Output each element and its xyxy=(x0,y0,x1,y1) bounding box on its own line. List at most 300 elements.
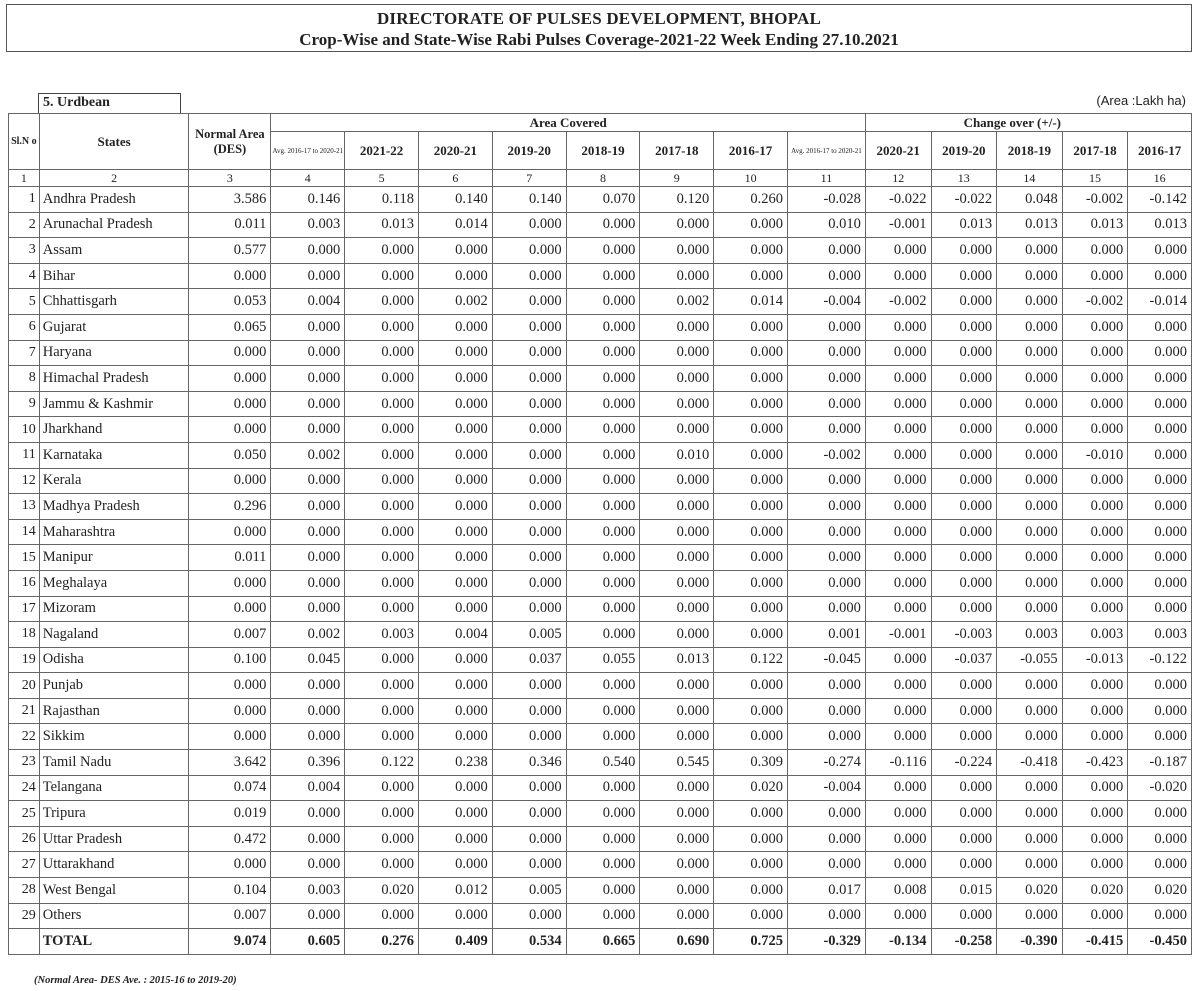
value-cell: 0.000 xyxy=(566,545,640,571)
value-cell: 0.000 xyxy=(271,366,345,392)
value-cell: 0.000 xyxy=(419,596,493,622)
value-cell: 0.000 xyxy=(865,570,931,596)
value-cell: 0.000 xyxy=(714,724,788,750)
value-cell: -0.004 xyxy=(787,289,865,315)
value-cell: 0.002 xyxy=(640,289,714,315)
value-cell: 0.000 xyxy=(931,775,997,801)
report-header xyxy=(6,4,1192,52)
value-cell: 0.000 xyxy=(865,263,931,289)
value-cell: 0.000 xyxy=(419,775,493,801)
crop-label: 5. Urdbean xyxy=(38,93,181,113)
value-cell: -0.001 xyxy=(865,212,931,238)
state-cell: Meghalaya xyxy=(39,570,189,596)
value-cell: 0.122 xyxy=(714,647,788,673)
value-cell: 0.000 xyxy=(640,238,714,264)
value-cell: 0.000 xyxy=(492,238,566,264)
value-cell: 0.000 xyxy=(714,366,788,392)
value-cell: 0.000 xyxy=(931,314,997,340)
column-number: 13 xyxy=(931,170,997,187)
value-cell: 0.000 xyxy=(566,519,640,545)
value-cell: -0.418 xyxy=(997,750,1063,776)
value-cell: 0.000 xyxy=(714,212,788,238)
value-cell: 0.000 xyxy=(640,468,714,494)
value-cell: -0.003 xyxy=(931,622,997,648)
value-cell: 0.000 xyxy=(640,724,714,750)
value-cell: 0.000 xyxy=(419,801,493,827)
value-cell: 0.000 xyxy=(640,519,714,545)
value-cell: 0.140 xyxy=(492,187,566,213)
value-cell: 0.000 xyxy=(1128,570,1192,596)
value-cell: 0.000 xyxy=(345,468,419,494)
value-cell: 0.013 xyxy=(931,212,997,238)
value-cell: 0.000 xyxy=(345,366,419,392)
column-number: 16 xyxy=(1128,170,1192,187)
slno-cell: 27 xyxy=(9,852,40,878)
value-cell: 0.000 xyxy=(931,417,997,443)
table-row xyxy=(9,212,1192,238)
value-cell: 0.000 xyxy=(787,673,865,699)
value-cell: 0.000 xyxy=(1062,366,1128,392)
value-cell: -0.001 xyxy=(865,622,931,648)
value-cell: 0.000 xyxy=(566,903,640,929)
value-cell: 0.020 xyxy=(997,878,1063,904)
value-cell: 0.000 xyxy=(566,775,640,801)
value-cell: 0.013 xyxy=(345,212,419,238)
state-cell: Karnataka xyxy=(39,442,189,468)
value-cell: 0.000 xyxy=(189,724,271,750)
value-cell: 0.000 xyxy=(345,494,419,520)
value-cell: 0.000 xyxy=(419,468,493,494)
state-cell: Jammu & Kashmir xyxy=(39,391,189,417)
value-cell: 0.577 xyxy=(189,238,271,264)
value-cell: 0.260 xyxy=(714,187,788,213)
slno-cell: 29 xyxy=(9,903,40,929)
value-cell: 0.000 xyxy=(787,263,865,289)
value-cell: 0.000 xyxy=(997,263,1063,289)
value-cell: 0.000 xyxy=(566,238,640,264)
value-cell: 0.534 xyxy=(492,929,566,955)
value-cell: 0.000 xyxy=(865,314,931,340)
state-cell: Nagaland xyxy=(39,622,189,648)
value-cell: 0.000 xyxy=(492,340,566,366)
slno-cell: 26 xyxy=(9,826,40,852)
value-cell: 0.000 xyxy=(492,442,566,468)
column-number: 2 xyxy=(39,170,189,187)
value-cell: 0.000 xyxy=(640,775,714,801)
value-cell: 0.000 xyxy=(345,417,419,443)
state-cell: Punjab xyxy=(39,673,189,699)
value-cell: 0.000 xyxy=(419,442,493,468)
state-cell: Odisha xyxy=(39,647,189,673)
value-cell: 0.000 xyxy=(566,442,640,468)
value-cell: 0.000 xyxy=(1128,340,1192,366)
value-cell: 0.002 xyxy=(419,289,493,315)
value-cell: 0.000 xyxy=(997,673,1063,699)
value-cell: 0.000 xyxy=(865,468,931,494)
table-row xyxy=(9,187,1192,213)
value-cell: 0.037 xyxy=(492,647,566,673)
value-cell: 0.000 xyxy=(189,596,271,622)
value-cell: 0.000 xyxy=(189,673,271,699)
value-cell: 0.000 xyxy=(1062,724,1128,750)
state-cell: West Bengal xyxy=(39,878,189,904)
value-cell: 0.020 xyxy=(1062,878,1128,904)
value-cell: 0.000 xyxy=(640,212,714,238)
state-cell: Jharkhand xyxy=(39,417,189,443)
change-over-group-header: Change over (+/-) xyxy=(865,114,1191,132)
value-cell: 0.000 xyxy=(640,698,714,724)
value-cell: 0.000 xyxy=(419,519,493,545)
value-cell: 0.000 xyxy=(714,596,788,622)
value-cell: 0.000 xyxy=(1062,494,1128,520)
value-cell: 0.140 xyxy=(419,187,493,213)
value-cell: 0.000 xyxy=(931,340,997,366)
value-cell: 0.000 xyxy=(714,391,788,417)
value-cell: 0.003 xyxy=(997,622,1063,648)
value-cell: 0.000 xyxy=(714,519,788,545)
value-cell: 0.000 xyxy=(271,852,345,878)
year-header: 2019-20 xyxy=(492,132,566,170)
value-cell: 0.000 xyxy=(997,442,1063,468)
value-cell: 0.000 xyxy=(566,314,640,340)
value-cell: 0.309 xyxy=(714,750,788,776)
slno-cell: 19 xyxy=(9,647,40,673)
value-cell: 0.000 xyxy=(566,826,640,852)
value-cell: 0.000 xyxy=(787,724,865,750)
year-header: 2016-17 xyxy=(714,132,788,170)
value-cell: 0.000 xyxy=(640,801,714,827)
table-row xyxy=(9,391,1192,417)
slno-cell: 21 xyxy=(9,698,40,724)
value-cell: 0.000 xyxy=(931,442,997,468)
slno-cell xyxy=(9,929,40,955)
value-cell: 0.000 xyxy=(271,468,345,494)
value-cell: 0.000 xyxy=(566,622,640,648)
area-covered-group-header: Area Covered xyxy=(271,114,866,132)
slno-cell: 13 xyxy=(9,494,40,520)
value-cell: 0.000 xyxy=(492,852,566,878)
value-cell: 0.005 xyxy=(492,878,566,904)
value-cell: 0.000 xyxy=(787,468,865,494)
value-cell: 0.104 xyxy=(189,878,271,904)
value-cell: 0.000 xyxy=(345,852,419,878)
value-cell: 0.000 xyxy=(419,263,493,289)
slno-cell: 17 xyxy=(9,596,40,622)
value-cell: 0.000 xyxy=(787,545,865,571)
value-cell: 0.000 xyxy=(787,570,865,596)
value-cell: 0.000 xyxy=(419,570,493,596)
state-cell: Gujarat xyxy=(39,314,189,340)
value-cell: 0.000 xyxy=(1062,391,1128,417)
value-cell: 0.000 xyxy=(1128,494,1192,520)
value-cell: -0.224 xyxy=(931,750,997,776)
value-cell: 0.000 xyxy=(640,340,714,366)
value-cell: 0.000 xyxy=(345,238,419,264)
value-cell: 0.000 xyxy=(787,852,865,878)
value-cell: 0.013 xyxy=(640,647,714,673)
value-cell: 0.000 xyxy=(714,622,788,648)
value-cell: 0.000 xyxy=(787,596,865,622)
value-cell: 0.000 xyxy=(931,391,997,417)
slno-cell: 9 xyxy=(9,391,40,417)
value-cell: 0.000 xyxy=(1062,545,1128,571)
value-cell: 0.000 xyxy=(931,263,997,289)
value-cell: 0.000 xyxy=(492,698,566,724)
value-cell: 0.000 xyxy=(271,263,345,289)
value-cell: 0.000 xyxy=(419,647,493,673)
table-row xyxy=(9,340,1192,366)
value-cell: 0.000 xyxy=(345,570,419,596)
value-cell: 0.000 xyxy=(1128,903,1192,929)
coverage-table xyxy=(8,113,1192,955)
state-cell: Bihar xyxy=(39,263,189,289)
value-cell: 0.000 xyxy=(640,417,714,443)
value-cell: 0.000 xyxy=(419,391,493,417)
value-cell: 0.000 xyxy=(566,417,640,443)
value-cell: 0.000 xyxy=(566,263,640,289)
value-cell: 0.000 xyxy=(640,494,714,520)
value-cell: 0.000 xyxy=(1062,775,1128,801)
slno-cell: 20 xyxy=(9,673,40,699)
value-cell: 0.000 xyxy=(714,801,788,827)
value-cell: 0.000 xyxy=(492,570,566,596)
table-row xyxy=(9,314,1192,340)
col-normal-header: Normal Area (DES) xyxy=(189,114,271,170)
value-cell: 0.545 xyxy=(640,750,714,776)
value-cell: 0.000 xyxy=(997,289,1063,315)
value-cell: 0.000 xyxy=(492,494,566,520)
table-row xyxy=(9,570,1192,596)
value-cell: 0.000 xyxy=(1062,698,1128,724)
report-title: DIRECTORATE OF PULSES DEVELOPMENT, BHOPAL xyxy=(376,9,822,28)
report-subtitle: Crop-Wise and State-Wise Rabi Pulses Coverage-2021-22 Week Ending 27.10.2021 xyxy=(299,30,899,49)
value-cell: 0.000 xyxy=(271,238,345,264)
value-cell: 0.000 xyxy=(419,494,493,520)
avg-header-change: Avg. 2016-17 to 2020-21 xyxy=(787,132,865,170)
year-header: 2019-20 xyxy=(931,132,997,170)
footnote: (Normal Area- DES Ave. : 2015-16 to 2019-20) xyxy=(34,975,237,986)
value-cell: 0.000 xyxy=(1128,263,1192,289)
value-cell: 0.276 xyxy=(345,929,419,955)
table-row xyxy=(9,238,1192,264)
value-cell: 0.000 xyxy=(997,417,1063,443)
value-cell: 0.000 xyxy=(345,673,419,699)
value-cell: 0.000 xyxy=(566,724,640,750)
value-cell: 0.000 xyxy=(271,519,345,545)
value-cell: 0.000 xyxy=(1062,340,1128,366)
value-cell: 0.000 xyxy=(865,596,931,622)
value-cell: 0.000 xyxy=(865,724,931,750)
slno-cell: 14 xyxy=(9,519,40,545)
value-cell: 0.000 xyxy=(1062,314,1128,340)
value-cell: 0.000 xyxy=(1062,903,1128,929)
value-cell: 0.000 xyxy=(1128,724,1192,750)
year-header: 2021-22 xyxy=(345,132,419,170)
value-cell: 0.000 xyxy=(931,596,997,622)
value-cell: 0.000 xyxy=(492,826,566,852)
column-number: 1 xyxy=(9,170,40,187)
value-cell: 0.000 xyxy=(566,391,640,417)
value-cell: 0.000 xyxy=(189,263,271,289)
value-cell: 0.000 xyxy=(566,878,640,904)
column-number: 3 xyxy=(189,170,271,187)
value-cell: 0.000 xyxy=(419,366,493,392)
value-cell: 0.000 xyxy=(931,494,997,520)
state-cell: Chhattisgarh xyxy=(39,289,189,315)
value-cell: 0.000 xyxy=(419,340,493,366)
value-cell: 0.000 xyxy=(419,314,493,340)
slno-cell: 11 xyxy=(9,442,40,468)
table-row xyxy=(9,519,1192,545)
value-cell: 0.000 xyxy=(492,391,566,417)
value-cell: 0.050 xyxy=(189,442,271,468)
column-number: 10 xyxy=(714,170,788,187)
avg-header-area: Avg. 2016-17 to 2020-21 xyxy=(271,132,345,170)
value-cell: 0.048 xyxy=(997,187,1063,213)
value-cell: 0.000 xyxy=(345,263,419,289)
value-cell: -0.142 xyxy=(1128,187,1192,213)
value-cell: 0.000 xyxy=(345,647,419,673)
col-states-header: States xyxy=(39,114,189,170)
value-cell: 0.000 xyxy=(640,263,714,289)
column-number: 7 xyxy=(492,170,566,187)
value-cell: 0.000 xyxy=(865,673,931,699)
value-cell: 0.000 xyxy=(640,545,714,571)
value-cell: 0.000 xyxy=(419,673,493,699)
value-cell: 0.000 xyxy=(271,826,345,852)
value-cell: 0.000 xyxy=(492,724,566,750)
state-cell: Manipur xyxy=(39,545,189,571)
year-header: 2020-21 xyxy=(865,132,931,170)
value-cell: 0.000 xyxy=(997,801,1063,827)
value-cell: 0.000 xyxy=(271,494,345,520)
value-cell: 0.000 xyxy=(640,673,714,699)
value-cell: 0.000 xyxy=(640,903,714,929)
value-cell: 0.000 xyxy=(1128,417,1192,443)
value-cell: 0.000 xyxy=(997,826,1063,852)
value-cell: -0.022 xyxy=(865,187,931,213)
value-cell: 0.000 xyxy=(492,545,566,571)
state-cell: Maharashtra xyxy=(39,519,189,545)
slno-cell: 23 xyxy=(9,750,40,776)
value-cell: 0.000 xyxy=(1128,826,1192,852)
value-cell: 0.000 xyxy=(997,468,1063,494)
value-cell: 0.000 xyxy=(640,826,714,852)
table-body xyxy=(9,187,1192,955)
slno-cell: 24 xyxy=(9,775,40,801)
value-cell: 0.003 xyxy=(345,622,419,648)
value-cell: 0.000 xyxy=(865,519,931,545)
value-cell: 0.000 xyxy=(189,570,271,596)
value-cell: 3.642 xyxy=(189,750,271,776)
state-cell: Rajasthan xyxy=(39,698,189,724)
value-cell: 0.000 xyxy=(1128,596,1192,622)
value-cell: 0.000 xyxy=(865,775,931,801)
state-cell: Madhya Pradesh xyxy=(39,494,189,520)
value-cell: 0.409 xyxy=(419,929,493,955)
value-cell: -0.002 xyxy=(787,442,865,468)
value-cell: 0.000 xyxy=(1128,673,1192,699)
value-cell: 0.007 xyxy=(189,903,271,929)
value-cell: 0.020 xyxy=(345,878,419,904)
value-cell: 0.011 xyxy=(189,545,271,571)
state-cell: Others xyxy=(39,903,189,929)
value-cell: -0.258 xyxy=(931,929,997,955)
value-cell: 0.000 xyxy=(566,570,640,596)
value-cell: 0.055 xyxy=(566,647,640,673)
slno-cell: 6 xyxy=(9,314,40,340)
value-cell: 0.000 xyxy=(419,545,493,571)
value-cell: 0.000 xyxy=(787,519,865,545)
value-cell: 0.013 xyxy=(1062,212,1128,238)
value-cell: -0.390 xyxy=(997,929,1063,955)
table-row xyxy=(9,596,1192,622)
value-cell: 0.000 xyxy=(865,801,931,827)
value-cell: -0.187 xyxy=(1128,750,1192,776)
value-cell: 0.000 xyxy=(1062,417,1128,443)
value-cell: 0.690 xyxy=(640,929,714,955)
value-cell: 0.000 xyxy=(271,596,345,622)
value-cell: 0.000 xyxy=(931,724,997,750)
value-cell: 0.000 xyxy=(1128,391,1192,417)
value-cell: 0.004 xyxy=(271,775,345,801)
column-number: 9 xyxy=(640,170,714,187)
slno-cell: 15 xyxy=(9,545,40,571)
value-cell: 0.005 xyxy=(492,622,566,648)
value-cell: 0.000 xyxy=(787,391,865,417)
value-cell: 0.120 xyxy=(640,187,714,213)
value-cell: 0.000 xyxy=(271,903,345,929)
value-cell: 0.019 xyxy=(189,801,271,827)
value-cell: 0.000 xyxy=(787,494,865,520)
value-cell: 0.070 xyxy=(566,187,640,213)
value-cell: 0.000 xyxy=(865,391,931,417)
value-cell: 0.000 xyxy=(931,801,997,827)
value-cell: 0.000 xyxy=(1062,596,1128,622)
value-cell: 0.000 xyxy=(566,596,640,622)
value-cell: 0.012 xyxy=(419,878,493,904)
value-cell: 0.000 xyxy=(997,494,1063,520)
value-cell: 0.000 xyxy=(714,545,788,571)
value-cell: 0.000 xyxy=(714,314,788,340)
value-cell: 0.146 xyxy=(271,187,345,213)
value-cell: 0.725 xyxy=(714,929,788,955)
value-cell: 0.000 xyxy=(787,417,865,443)
value-cell: 0.000 xyxy=(271,545,345,571)
state-cell: Tripura xyxy=(39,801,189,827)
value-cell: 0.000 xyxy=(1062,570,1128,596)
column-number: 5 xyxy=(345,170,419,187)
value-cell: 0.000 xyxy=(345,596,419,622)
value-cell: 0.000 xyxy=(419,698,493,724)
value-cell: 0.065 xyxy=(189,314,271,340)
value-cell: 0.000 xyxy=(419,826,493,852)
state-cell: TOTAL xyxy=(39,929,189,955)
value-cell: 0.000 xyxy=(714,340,788,366)
value-cell: 0.000 xyxy=(566,801,640,827)
value-cell: -0.002 xyxy=(865,289,931,315)
value-cell: 0.000 xyxy=(1062,238,1128,264)
value-cell: -0.329 xyxy=(787,929,865,955)
table-row xyxy=(9,750,1192,776)
value-cell: 0.000 xyxy=(492,366,566,392)
value-cell: 0.000 xyxy=(931,468,997,494)
slno-cell: 3 xyxy=(9,238,40,264)
value-cell: 0.000 xyxy=(931,545,997,571)
value-cell: -0.274 xyxy=(787,750,865,776)
value-cell: -0.002 xyxy=(1062,289,1128,315)
value-cell: 0.001 xyxy=(787,622,865,648)
